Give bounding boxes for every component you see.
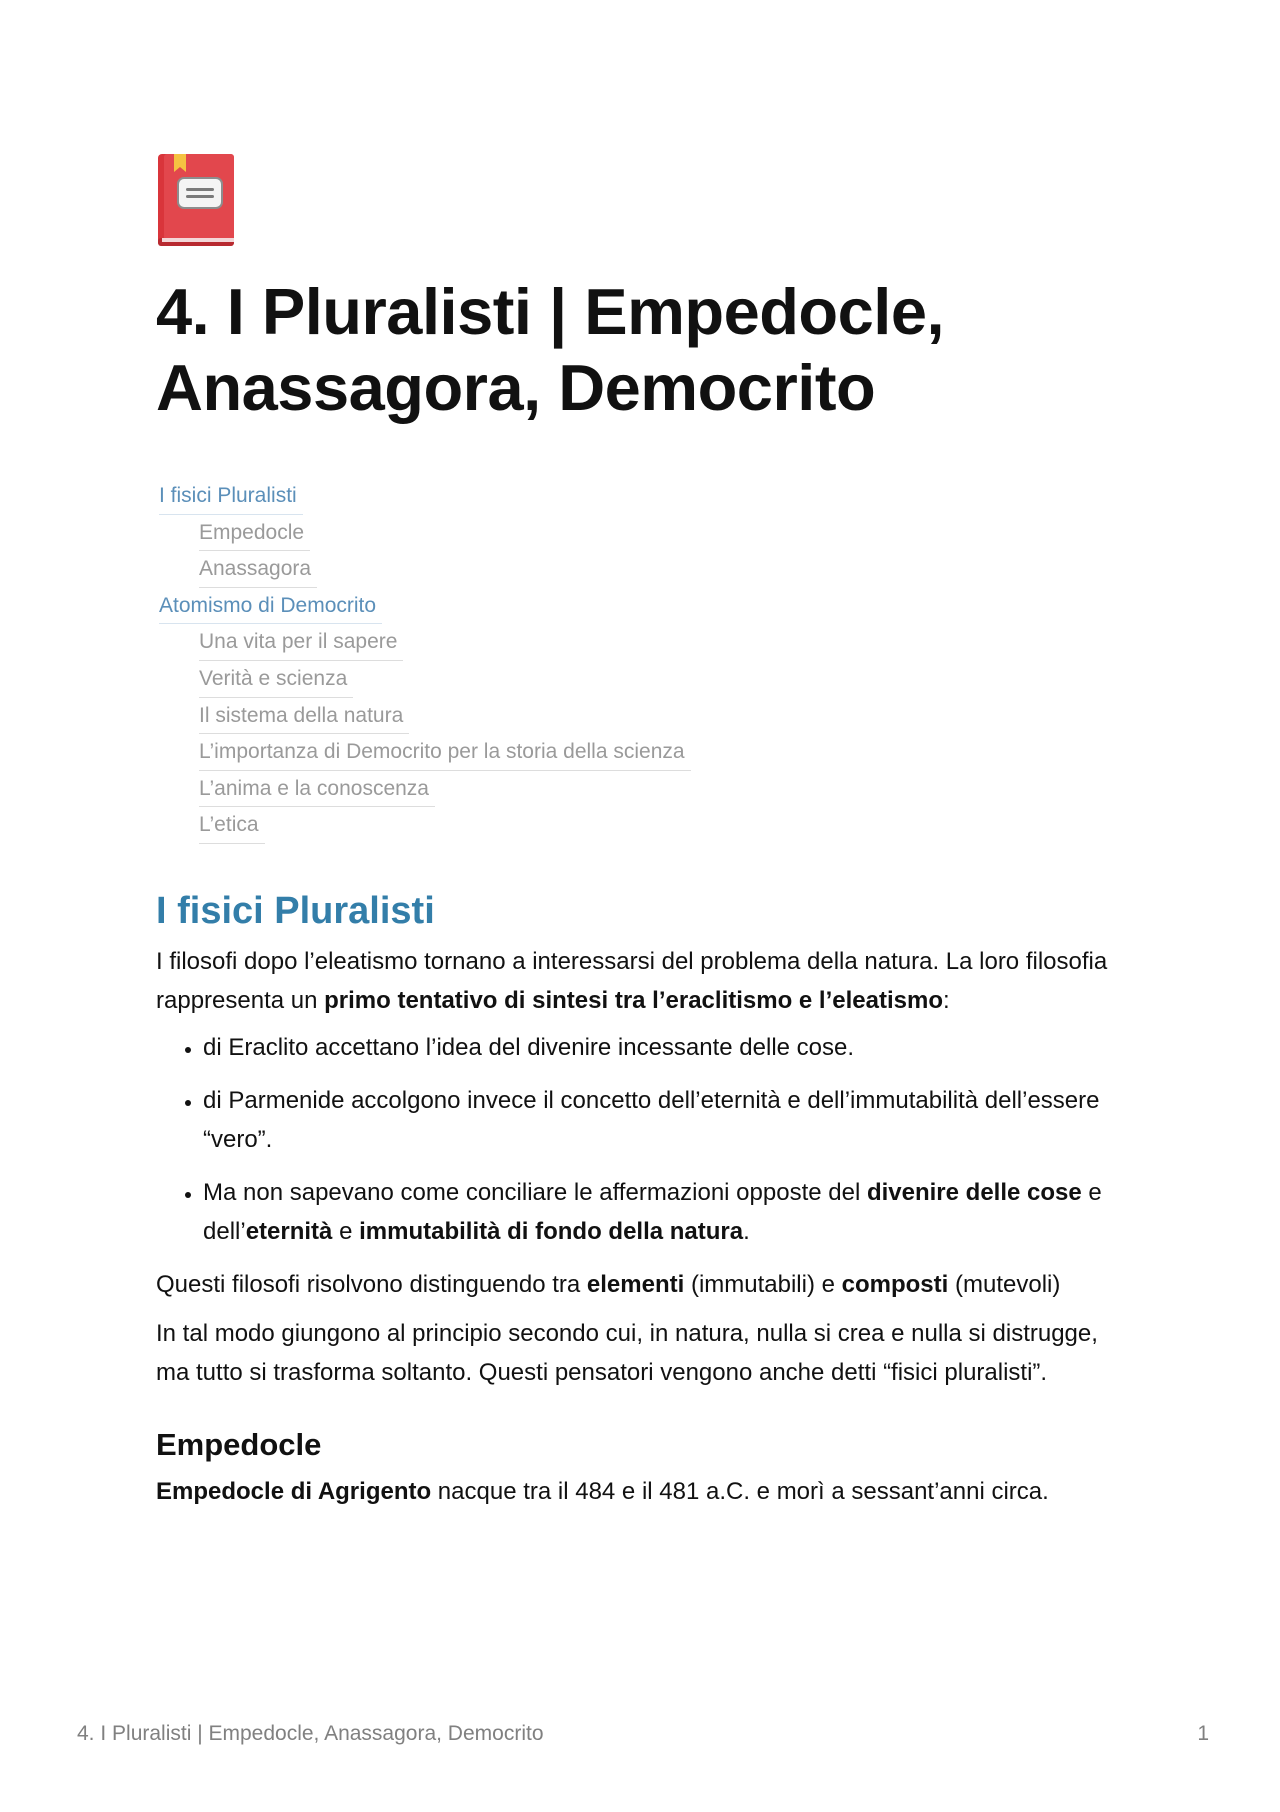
title-line-1: 4. I Pluralisti | Empedocle, (156, 275, 945, 348)
document-page (156, 152, 1124, 1511)
bold-run: composti (841, 1270, 949, 1298)
list-item: • di Eraclito accettano l’idea del divenire incessante delle cose. (203, 1028, 1124, 1067)
text-run: I filosofi dopo l’eleatismo tornano a interessarsi del problema della natura. La loro filosofia rappresenta un (156, 947, 1108, 1014)
list-item: • di Parmenide accolgono invece il concetto dell’eternità e dell’immutabilità dell’essere “vero”. (203, 1081, 1124, 1159)
bold-run: Empedocle di Agrigento (156, 1477, 432, 1505)
paragraph-elementi-composti (156, 1265, 1124, 1304)
toc-link-vita-sapere[interactable]: Una vita per il sapere (199, 624, 403, 661)
text-run: (mutevoli) (948, 1270, 1061, 1298)
toc-link-importanza-democrito[interactable]: L’importanza di Democrito per la storia della scienza (199, 734, 691, 771)
toc-link-verita-scienza[interactable]: Verità e scienza (199, 661, 353, 698)
title-line-2: Anassagora, Democrito (156, 351, 876, 424)
toc-link-anassagora[interactable]: Anassagora (199, 551, 317, 588)
text-run: : (942, 986, 950, 1014)
page-title (156, 274, 1124, 426)
table-of-contents (156, 478, 1124, 844)
red-book-icon (156, 152, 236, 252)
footer-title: 4. I Pluralisti | Empedocle, Anassagora, Democrito (77, 1722, 544, 1745)
text-run: . (743, 1217, 750, 1245)
bold-run: immutabilità di fondo della natura (359, 1217, 744, 1245)
toc-link-atomismo-democrito[interactable]: Atomismo di Democrito (159, 588, 382, 625)
toc-link-fisici-pluralisti[interactable]: I fisici Pluralisti (159, 478, 303, 515)
section-heading-fisici-pluralisti: I fisici Pluralisti (156, 889, 435, 932)
list-item (203, 1173, 1124, 1251)
paragraph-empedocle (156, 1472, 1124, 1511)
bold-run: divenire delle cose (866, 1178, 1082, 1206)
text-run: e (332, 1217, 360, 1245)
text-run: Ma non sapevano come conciliare le affermazioni opposte del (203, 1178, 867, 1206)
text-run: e dell’ (203, 1178, 1102, 1245)
bold-run: eternità (245, 1217, 333, 1245)
bold-run: elementi (586, 1270, 685, 1298)
intro-paragraph (156, 942, 1124, 1020)
text-run: nacque tra il 484 e il 481 a.C. e morì a sessant’anni circa. (431, 1477, 1049, 1505)
text-run: (immutabili) e (684, 1270, 842, 1298)
page-number: 1 (1197, 1722, 1209, 1745)
toc-link-sistema-natura[interactable]: Il sistema della natura (199, 698, 409, 735)
paragraph-principio: In tal modo giungono al principio secondo cui, in natura, nulla si crea e nulla si distrugge, ma tutto si trasforma soltanto. Questi pensatori vengono anche detti “fisici pluralisti”. (156, 1319, 1098, 1386)
toc-link-empedocle[interactable]: Empedocle (199, 515, 310, 552)
section-heading-empedocle: Empedocle (156, 1426, 322, 1462)
page-footer (77, 1722, 1209, 1746)
toc-link-anima-conoscenza[interactable]: L’anima e la conoscenza (199, 771, 435, 808)
bold-run: primo tentativo di sintesi tra l’eraclitismo e l’eleatismo (324, 986, 943, 1014)
toc-link-etica[interactable]: L’etica (199, 807, 265, 844)
text-run: Questi filosofi risolvono distinguendo tra (156, 1270, 587, 1298)
bullet-list (156, 1028, 1124, 1251)
